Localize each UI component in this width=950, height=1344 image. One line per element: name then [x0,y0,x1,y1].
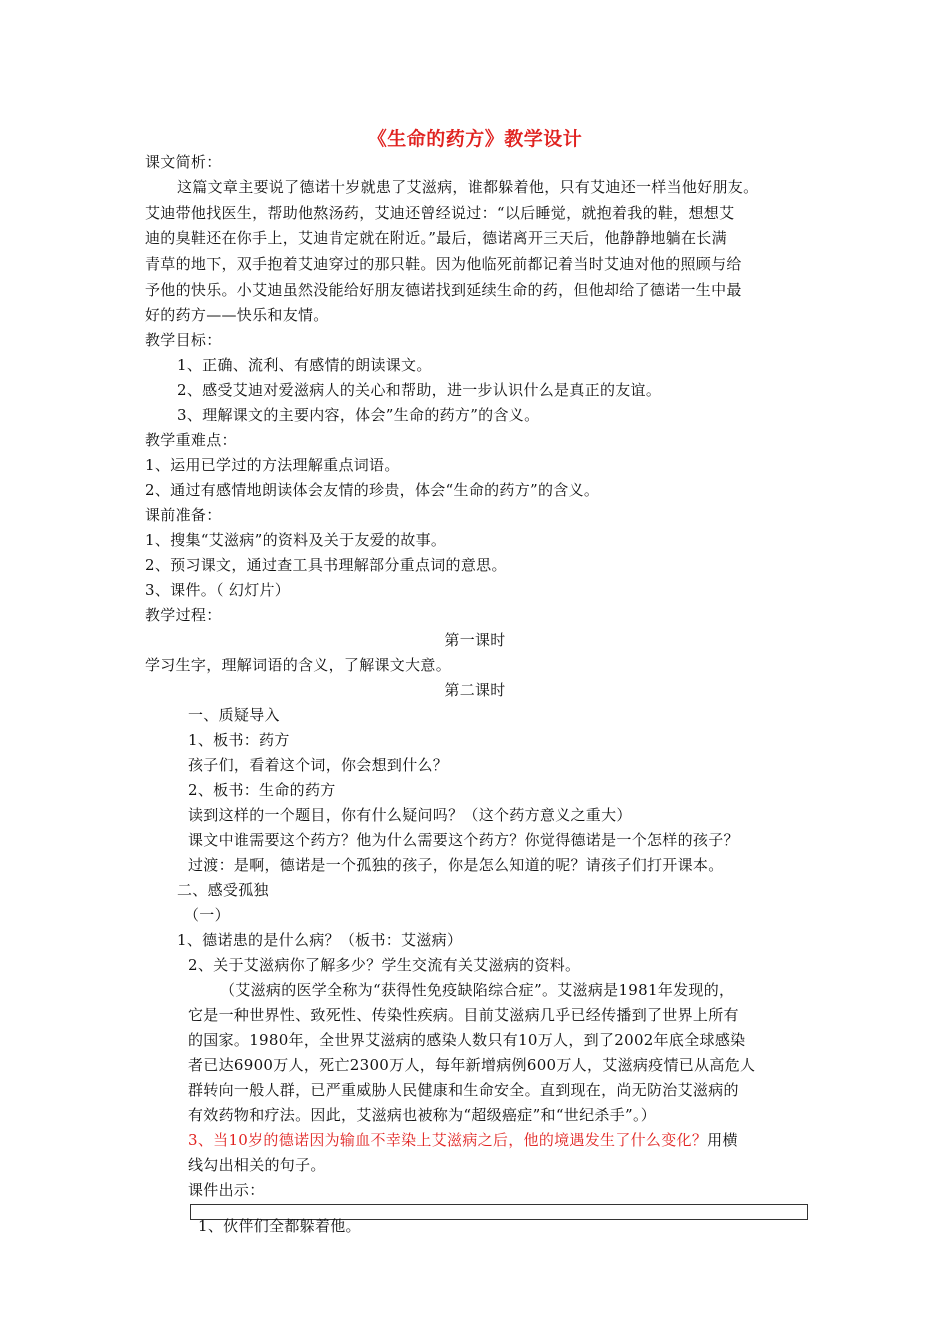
subsection-heading: 一、质疑导入 [188,706,280,724]
section-heading-process: 教学过程： [145,606,222,624]
paragraph-line: 迪的臭鞋还在你手上，艾迪肯定就在附近。”最后，德诺离开三天后，他静静地躺在长满 [145,229,727,247]
question-line [188,1130,738,1150]
question-tail: 用横 [707,1131,738,1149]
paragraph-line: 课件出示： [188,1181,265,1199]
list-item: 2、通过有感情地朗读体会友情的珍贵，体会“生命的药方”的含义。 [145,481,600,499]
paragraph-line: 线勾出相关的句子。 [188,1156,326,1174]
list-item: 1、搜集“艾滋病”的资料及关于友爱的故事。 [145,531,447,549]
paragraph-line: 艾迪带他找医生，帮助他熬汤药，艾迪还曾经说过：“以后睡觉，就抱着我的鞋，想想艾 [145,204,735,222]
document-title: 《生命的药方》教学设计 [367,128,583,150]
paragraph-line: 青草的地下，双手抱着艾迪穿过的那只鞋。因为他临死前都记着当时艾迪对他的照顾与给 [145,255,742,273]
section-heading-goals: 教学目标： [145,331,222,349]
paragraph-line: 这篇文章主要说了德诺十岁就患了艾滋病，谁都躲着他，只有艾迪还一样当他好朋友。 [177,178,759,196]
list-item: 1、运用已学过的方法理解重点词语。 [145,456,400,474]
list-item: 1、伙伴们全都躲着他。 [198,1217,361,1235]
section-heading-preparation: 课前准备： [145,506,222,524]
list-item: 2、板书：生命的药方 [188,781,336,799]
list-item: 1、德诺患的是什么病？（板书：艾滋病） [177,931,463,949]
list-item: 2、感受艾迪对爱滋病人的关心和帮助，进一步认识什么是真正的友谊。 [177,381,662,399]
section-heading-analysis: 课文简析： [145,153,222,171]
paragraph-line: 课文中谁需要这个药方？他为什么需要这个药方？你觉得德诺是一个怎样的孩子？ [188,831,739,849]
question-highlight: 3、当10岁的德诺因为输血不幸染上艾滋病之后，他的境遇发生了什么变化？ [188,1131,708,1149]
paragraph-line: 好的药方——快乐和友情。 [145,306,329,324]
paragraph-line: 的国家。1980年，全世界艾滋病的感染人数只有10万人，到了2002年底全球感染 [188,1031,746,1049]
section-heading-key-points: 教学重难点： [145,431,237,449]
paragraph-line: 学习生字，理解词语的含义，了解课文大意。 [145,656,452,674]
paragraph-line: 群转向一般人群，已严重威胁人民健康和生命安全。直到现在，尚无防治艾滋病的 [188,1081,739,1099]
subsection-heading: 二、感受孤独 [177,881,269,899]
list-item: 2、预习课文，通过查工具书理解部分重点词的意思。 [145,556,507,574]
list-item: 1、板书：药方 [188,731,290,749]
lesson-heading-first: 第一课时 [444,631,506,649]
list-item: 2、关于艾滋病你了解多少？学生交流有关艾滋病的资料。 [188,956,581,974]
paragraph-line: 过渡：是啊，德诺是一个孤独的孩子，你是怎么知道的呢？请孩子们打开课本。 [188,856,724,874]
paragraph-line: （艾滋病的医学全称为“获得性免疫缺陷综合症”。艾滋病是1981年发现的， [220,981,735,999]
subsection-marker: （一） [184,906,230,924]
paragraph-line: 读到这样的一个题目，你有什么疑问吗？（这个药方意义之重大） [188,806,632,824]
paragraph-line: 有效药物和疗法。因此，艾滋病也被称为“超级癌症”和“世纪杀手”。） [188,1106,657,1124]
paragraph-line: 孩子们，看着这个词，你会想到什么？ [188,756,449,774]
paragraph-line: 者已达6900万人，死亡2300万人，每年新增病例600万人，艾滋病疫情已从高危人 [188,1056,756,1074]
list-item: 3、课件。（ 幻灯片） [145,581,291,599]
paragraph-line: 它是一种世界性、致死性、传染性疾病。目前艾滋病几乎已经传播到了世界上所有 [188,1006,739,1024]
list-item: 1、正确、流利、有感情的朗读课文。 [177,356,432,374]
paragraph-line: 予他的快乐。小艾迪虽然没能给好朋友德诺找到延续生命的药，但他却给了德诺一生中最 [145,281,742,299]
list-item: 3、理解课文的主要内容，体会”生命的药方”的含义。 [177,406,540,424]
lesson-heading-second: 第二课时 [444,681,506,699]
